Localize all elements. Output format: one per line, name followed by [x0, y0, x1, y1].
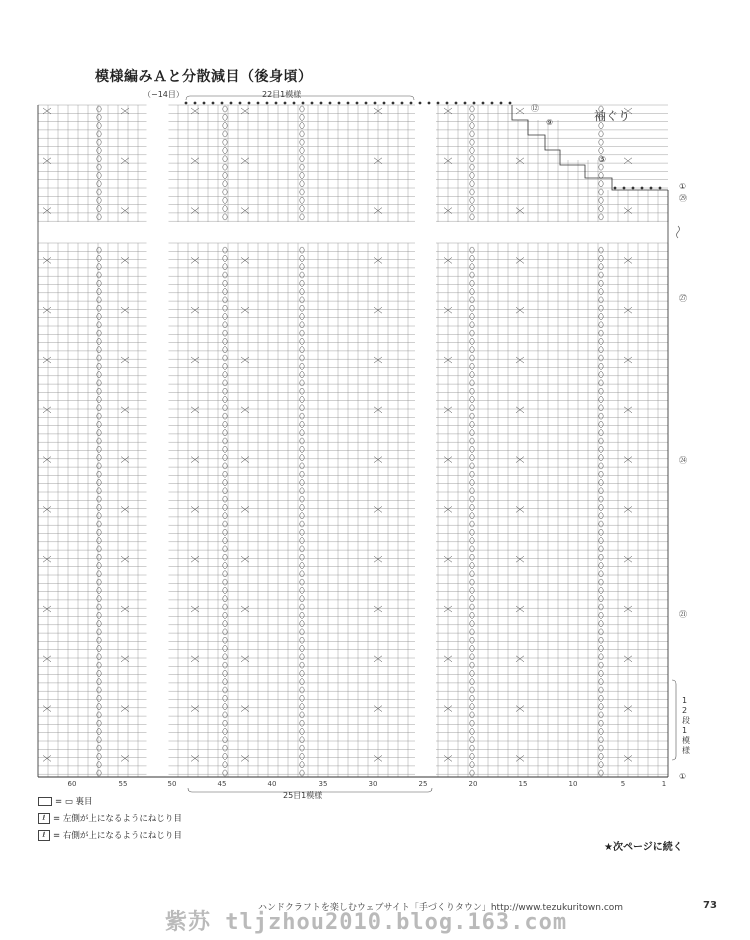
twist-stitch-icon: ℓ: [38, 813, 50, 824]
page-number: 73: [703, 900, 717, 911]
minus-14-label: （−14目）: [143, 90, 184, 99]
legend-row-purl: [38, 795, 182, 807]
legend-text-left-twist: = 左側が上になるようにねじり目: [53, 814, 182, 824]
row-marker-29: ㉙: [679, 194, 687, 203]
row-marker-5: ⑤: [599, 155, 607, 164]
column-number-label: 25: [418, 780, 428, 788]
blank-cell-icon: [38, 797, 52, 806]
page-title: 模様編みＡと分散減目（後身頃）: [95, 69, 313, 85]
column-number-label: 50: [167, 780, 177, 788]
row-marker-12: ⑫: [531, 104, 539, 113]
legend-text-purl: = ▭ 裏目: [55, 797, 93, 807]
next-page-note: ★次ページに続く: [604, 842, 683, 853]
column-number-label: 15: [518, 780, 528, 788]
column-number-label: 20: [468, 780, 478, 788]
legend-row-left-twist: [38, 812, 182, 824]
row-marker-1-bottom: ①: [679, 772, 687, 781]
legend-row-right-twist: [38, 829, 182, 841]
column-number-label: 1: [661, 780, 667, 788]
repeat-12-label: 12段1模様: [682, 696, 690, 755]
column-number-label: 55: [118, 780, 128, 788]
twist-stitch-icon: ℓ: [38, 830, 50, 841]
legend-text-right-twist: = 右側が上になるようにねじり目: [53, 831, 182, 841]
row-marker-9: ⑨: [546, 118, 554, 127]
repeat-25-label: 25目1模様: [283, 791, 323, 800]
row-marker-27: ㉗: [679, 294, 687, 303]
sleeve-label: 袖ぐり: [594, 109, 631, 123]
repeat-22-label: 22目1模様: [262, 90, 302, 99]
column-number-label: 45: [217, 780, 227, 788]
column-number-label: 35: [318, 780, 328, 788]
footer-text: ハンドクラフトを楽しむウェブサイト「手づくりタウン」http://www.tezukuritown.com: [258, 903, 624, 913]
watermark: 紫苏 tljzhou2010.blog.163.com: [165, 910, 568, 935]
column-number-label: 30: [368, 780, 378, 788]
column-number-label: 10: [568, 780, 578, 788]
row-marker-24: ㉔: [679, 456, 687, 465]
row-marker-1-top: ①: [679, 182, 687, 191]
column-number-label: 60: [67, 780, 77, 788]
legend: [38, 795, 182, 841]
column-number-label: 40: [267, 780, 277, 788]
row-marker-21: ㉑: [679, 610, 687, 619]
column-number-label: 5: [620, 780, 626, 788]
